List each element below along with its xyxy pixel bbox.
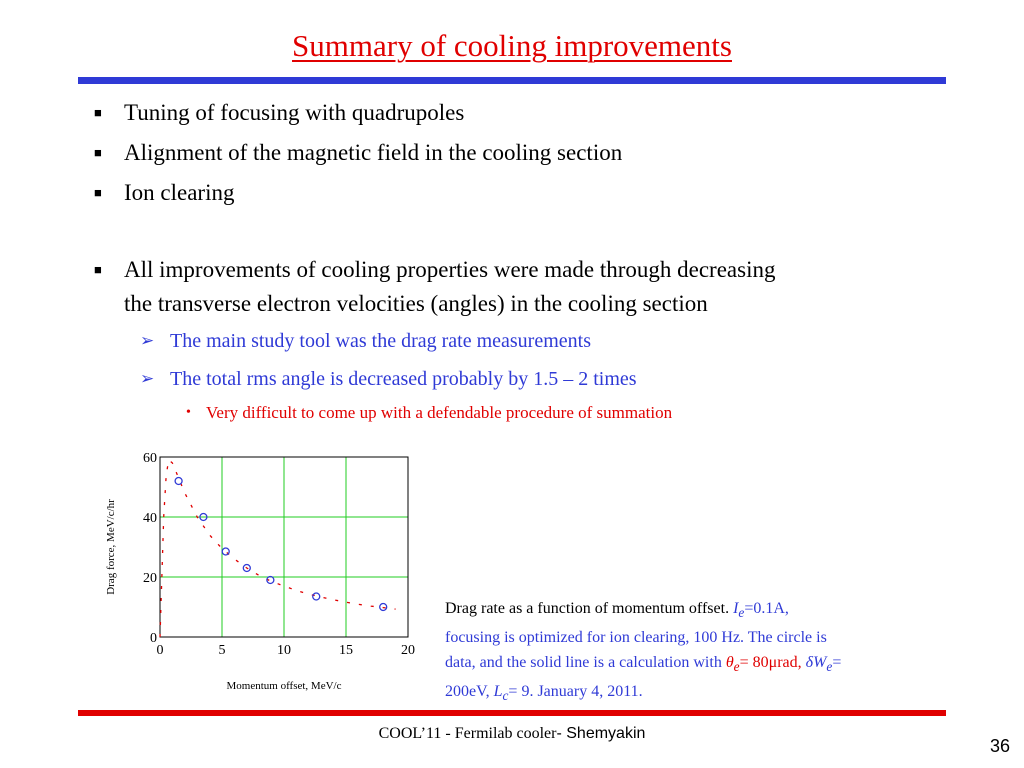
bullet-item xyxy=(94,136,954,170)
x-tick-label: 0 xyxy=(156,643,164,658)
bullet-text: Tuning of focusing with quadrupoles xyxy=(124,100,465,125)
calculation-line xyxy=(160,460,396,637)
square-bullet-icon: ■ xyxy=(94,262,102,277)
bullet-item xyxy=(94,253,954,321)
arrow-bullet-icon: ➢ xyxy=(140,331,155,350)
chart-grid xyxy=(160,457,408,637)
y-tick-label: 20 xyxy=(143,571,157,586)
caption-dw-sub: e xyxy=(826,659,833,675)
sub-sub-bullet-text: Very difficult to come up with a defendable procedure of summation xyxy=(206,403,673,422)
data-points xyxy=(175,478,387,611)
calculation-curve xyxy=(160,460,396,637)
data-point xyxy=(313,593,320,600)
x-tick-label: 5 xyxy=(218,643,226,658)
caption-line-4b: = 9. January 4, 2011. xyxy=(508,683,643,701)
footer-left: COOL’11 - Fermilab cooler xyxy=(378,725,557,742)
caption-ie-symbol: I xyxy=(733,600,739,617)
sub-sub-bullet-item xyxy=(186,396,672,430)
x-tick-label: 10 xyxy=(277,643,291,658)
drag-force-chart xyxy=(100,448,430,698)
data-point xyxy=(222,548,229,555)
x-axis-label: Momentum offset, MeV/c xyxy=(226,680,342,692)
caption-dw-symbol: δW xyxy=(805,654,827,672)
arrow-bullet-icon: ➢ xyxy=(140,369,155,388)
data-point xyxy=(175,478,182,485)
sub-bullet-text: The total rms angle is decreased probably by 1.5 – 2 times xyxy=(170,368,637,390)
caption-ie-sub: e xyxy=(738,605,745,621)
bullet-text: Alignment of the magnetic field in the cooling section xyxy=(124,140,623,165)
sub-bullet-item xyxy=(140,362,637,396)
y-tick-label: 60 xyxy=(143,451,157,466)
footer-divider xyxy=(78,710,946,716)
bullet-text: Ion clearing xyxy=(124,180,235,205)
axis-ticks xyxy=(143,451,415,658)
bullet-text-line-1: All improvements of cooling properties were made through decreasing xyxy=(124,257,776,282)
slide-title: Summary of cooling improvements xyxy=(292,28,732,63)
x-tick-label: 20 xyxy=(401,643,415,658)
y-tick-label: 40 xyxy=(143,511,157,526)
page-number: 36 xyxy=(990,736,1011,756)
bullet-item xyxy=(94,96,954,130)
sub-bullet-text: The main study tool was the drag rate measurements xyxy=(170,330,591,352)
square-bullet-icon: ■ xyxy=(94,145,102,160)
caption-line-3: data, and the solid line is a calculation with xyxy=(445,654,722,672)
title-divider xyxy=(78,77,946,84)
caption-dw-value: = xyxy=(832,654,842,672)
dot-bullet-icon: • xyxy=(186,405,191,420)
figure-caption xyxy=(445,596,945,709)
bullet-item xyxy=(94,176,954,210)
caption-theta-value: = 80μrad, xyxy=(739,654,802,672)
caption-lc-symbol: L xyxy=(493,683,503,701)
caption-theta-symbol: θ xyxy=(725,654,734,672)
caption-line-2: focusing is optimized for ion clearing, 100 Hz. The circle is xyxy=(445,629,827,647)
caption-lead: Drag rate as a function of momentum offset. xyxy=(445,600,730,617)
y-tick-label: 0 xyxy=(150,631,157,646)
footer xyxy=(0,725,1024,743)
sub-bullet-item xyxy=(140,324,591,358)
caption-theta-sub: e xyxy=(733,659,740,675)
square-bullet-icon: ■ xyxy=(94,185,102,200)
caption-lc-sub: c xyxy=(502,688,509,704)
caption-line-4a: 200eV, xyxy=(445,683,490,701)
square-bullet-icon: ■ xyxy=(94,105,102,120)
footer-right: - Shemyakin xyxy=(556,725,646,742)
caption-ie-value: =0.1A, xyxy=(744,600,789,617)
x-tick-label: 15 xyxy=(339,643,353,658)
y-axis-label: Drag force, MeV/c/hr xyxy=(105,499,117,595)
bullet-text-line-2: the transverse electron velocities (angles) in the cooling section xyxy=(124,291,708,316)
